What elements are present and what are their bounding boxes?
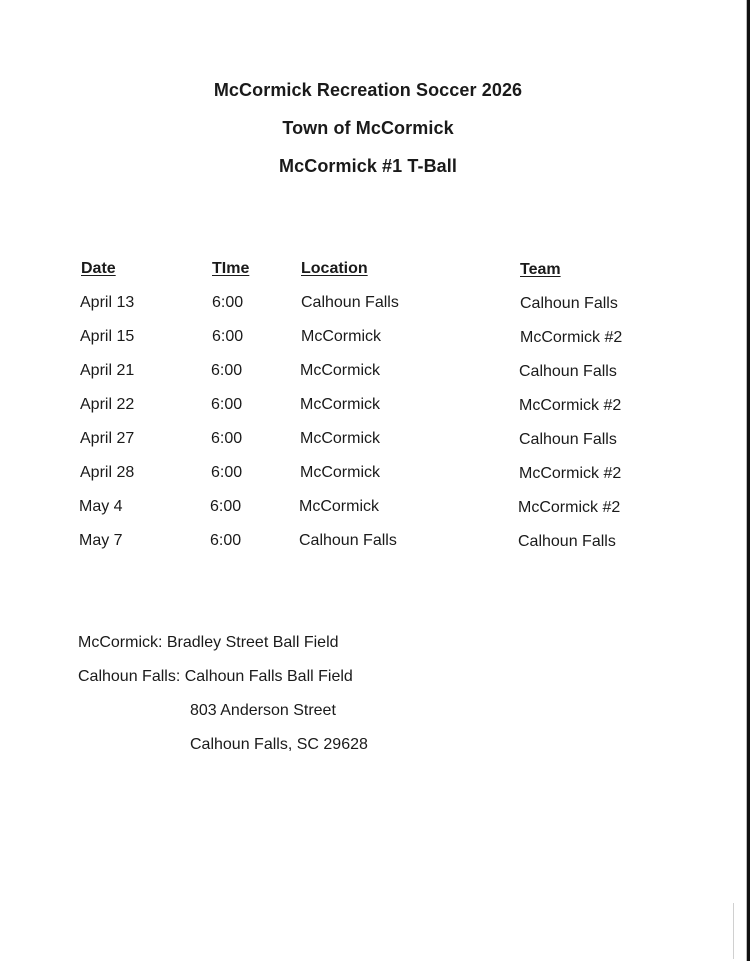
cell-time: 6:00 <box>212 328 244 345</box>
cell-time: 6:00 <box>211 362 243 379</box>
cell-time: 6:00 <box>210 532 242 549</box>
cell-date: May 4 <box>79 498 123 515</box>
column-header-team: Team <box>520 261 561 278</box>
cell-location: McCormick <box>300 464 380 481</box>
document-title: McCormick Recreation Soccer 2026 <box>213 80 523 100</box>
cell-date: May 7 <box>79 532 123 549</box>
location-note-calhoun-falls: Calhoun Falls: Calhoun Falls Ball Field <box>78 668 353 685</box>
cell-location: Calhoun Falls <box>299 532 397 549</box>
location-note-mccormick: McCormick: Bradley Street Ball Field <box>78 634 339 651</box>
scan-edge-right-inner <box>746 0 747 961</box>
cell-time: 6:00 <box>210 498 242 515</box>
cell-location: McCormick <box>300 430 380 447</box>
cell-time: 6:00 <box>211 464 243 481</box>
cell-time: 6:00 <box>212 294 244 311</box>
cell-date: April 13 <box>80 294 135 311</box>
cell-team: Calhoun Falls <box>520 295 618 312</box>
cell-date: April 22 <box>80 396 135 413</box>
cell-team: McCormick #2 <box>519 397 622 414</box>
cell-location: McCormick <box>301 328 381 345</box>
cell-team: McCormick #2 <box>519 465 622 482</box>
column-header-date: Date <box>81 260 116 277</box>
cell-location: McCormick <box>300 396 380 413</box>
cell-location: McCormick <box>300 362 380 379</box>
cell-team: McCormick #2 <box>518 499 621 516</box>
cell-team: McCormick #2 <box>520 329 623 346</box>
cell-date: April 21 <box>80 362 135 379</box>
cell-date: April 28 <box>80 464 135 481</box>
document-subtitle-town: Town of McCormick <box>282 118 454 138</box>
cell-team: Calhoun Falls <box>519 431 617 448</box>
cell-team: Calhoun Falls <box>518 533 616 550</box>
column-header-time: TIme <box>212 260 250 277</box>
address-line-city: Calhoun Falls, SC 29628 <box>190 736 368 753</box>
document-subtitle-team: McCormick #1 T-Ball <box>279 156 457 176</box>
cell-time: 6:00 <box>211 430 243 447</box>
cell-team: Calhoun Falls <box>519 363 617 380</box>
cell-location: Calhoun Falls <box>301 294 399 311</box>
cell-time: 6:00 <box>211 396 243 413</box>
column-header-location: Location <box>301 260 368 277</box>
cell-location: McCormick <box>299 498 379 515</box>
cell-date: April 15 <box>80 328 135 345</box>
cell-date: April 27 <box>80 430 135 447</box>
scan-edge-mark <box>733 903 734 959</box>
address-line-street: 803 Anderson Street <box>190 702 336 719</box>
